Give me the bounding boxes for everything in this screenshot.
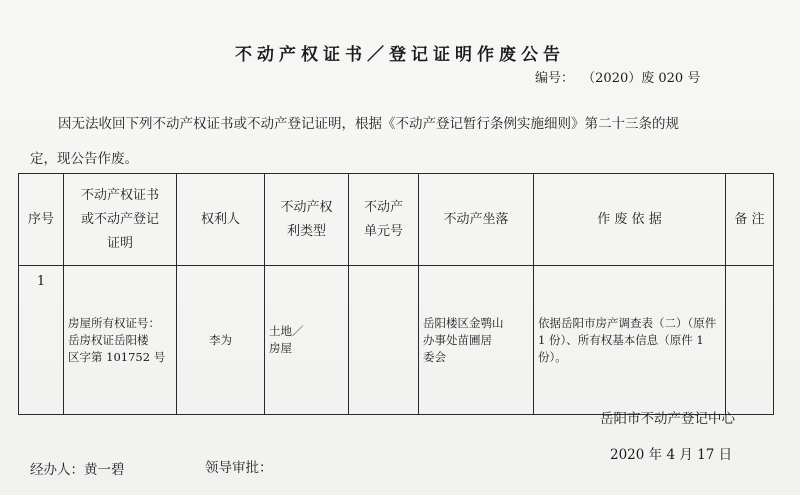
cell-certificate [64,266,177,415]
table-row [19,266,774,415]
header-certificate-line2: 或不动产登记 [80,211,159,227]
cell-unit [349,266,419,415]
certificate-table [18,173,774,415]
header-right-type-line2: 利类型 [286,223,326,239]
issue-date: 2020 年 4 月 17 日 [610,447,733,463]
header-certificate-line1: 不动产权证书 [80,187,159,203]
cell-seq: 1 [19,266,64,415]
approval-label: 领导审批： [205,460,273,476]
cell-remark [726,266,774,415]
notice-paragraph-line2: 定，现公告作废。 [30,151,138,167]
page-title: 不动产权证书／登记证明作废公告 [235,45,565,65]
document-number-value: （2020）废 020 号 [582,71,701,86]
handler-name: 黄一碧 [84,462,125,478]
cell-location-line1: 岳阳楼区金鹗山 [423,315,504,330]
header-owner: 权利人 [177,174,265,266]
cell-location-line3: 委会 [423,349,446,364]
cell-certificate-line3: 区字第 101752 号 [68,349,166,364]
document-number [535,67,704,86]
header-basis: 作 废 依 据 [534,174,726,266]
header-certificate-line3: 证明 [106,235,133,251]
header-unit-line1: 不动产 [363,199,403,215]
cell-basis-line3: 份）。 [538,349,567,364]
header-certificate [64,174,177,266]
header-seq: 序号 [19,174,64,266]
cell-basis-line2: 1 份）、所有权基本信息（原件 1 [538,332,704,347]
header-location: 不动产坐落 [419,174,534,266]
document-number-label: 编号： [535,71,575,86]
cell-right-type [265,266,349,415]
cell-location-line2: 办事处苗圃居 [423,332,492,347]
table-header-row [19,174,774,266]
cell-owner: 李为 [177,266,265,415]
issuing-office: 岳阳市不动产登记中心 [600,411,735,427]
cell-certificate-line2: 岳房权证岳阳楼 [68,332,149,347]
header-right-type [265,174,349,266]
header-remark: 备 注 [726,174,774,266]
notice-paragraph-line1: 因无法收回下列不动产权证书或不动产登记证明，根据《不动产登记暂行条例实施细则》第二十三条的规 [58,116,679,132]
cell-location [419,266,534,415]
header-unit [349,174,419,266]
handler-label: 经办人： [30,462,84,478]
cell-basis [534,266,726,415]
cell-right-type-line2: 房屋 [269,341,292,355]
header-unit-line2: 单元号 [363,223,403,239]
header-right-type-line1: 不动产权 [280,199,333,215]
cell-right-type-line1: 土地／ [269,324,304,338]
cell-certificate-line1: 房屋所有权证号： [68,315,160,330]
cell-basis-line1: 依据岳阳市房产调查表（二）（原件 [538,315,717,330]
handler-signature [30,458,125,478]
